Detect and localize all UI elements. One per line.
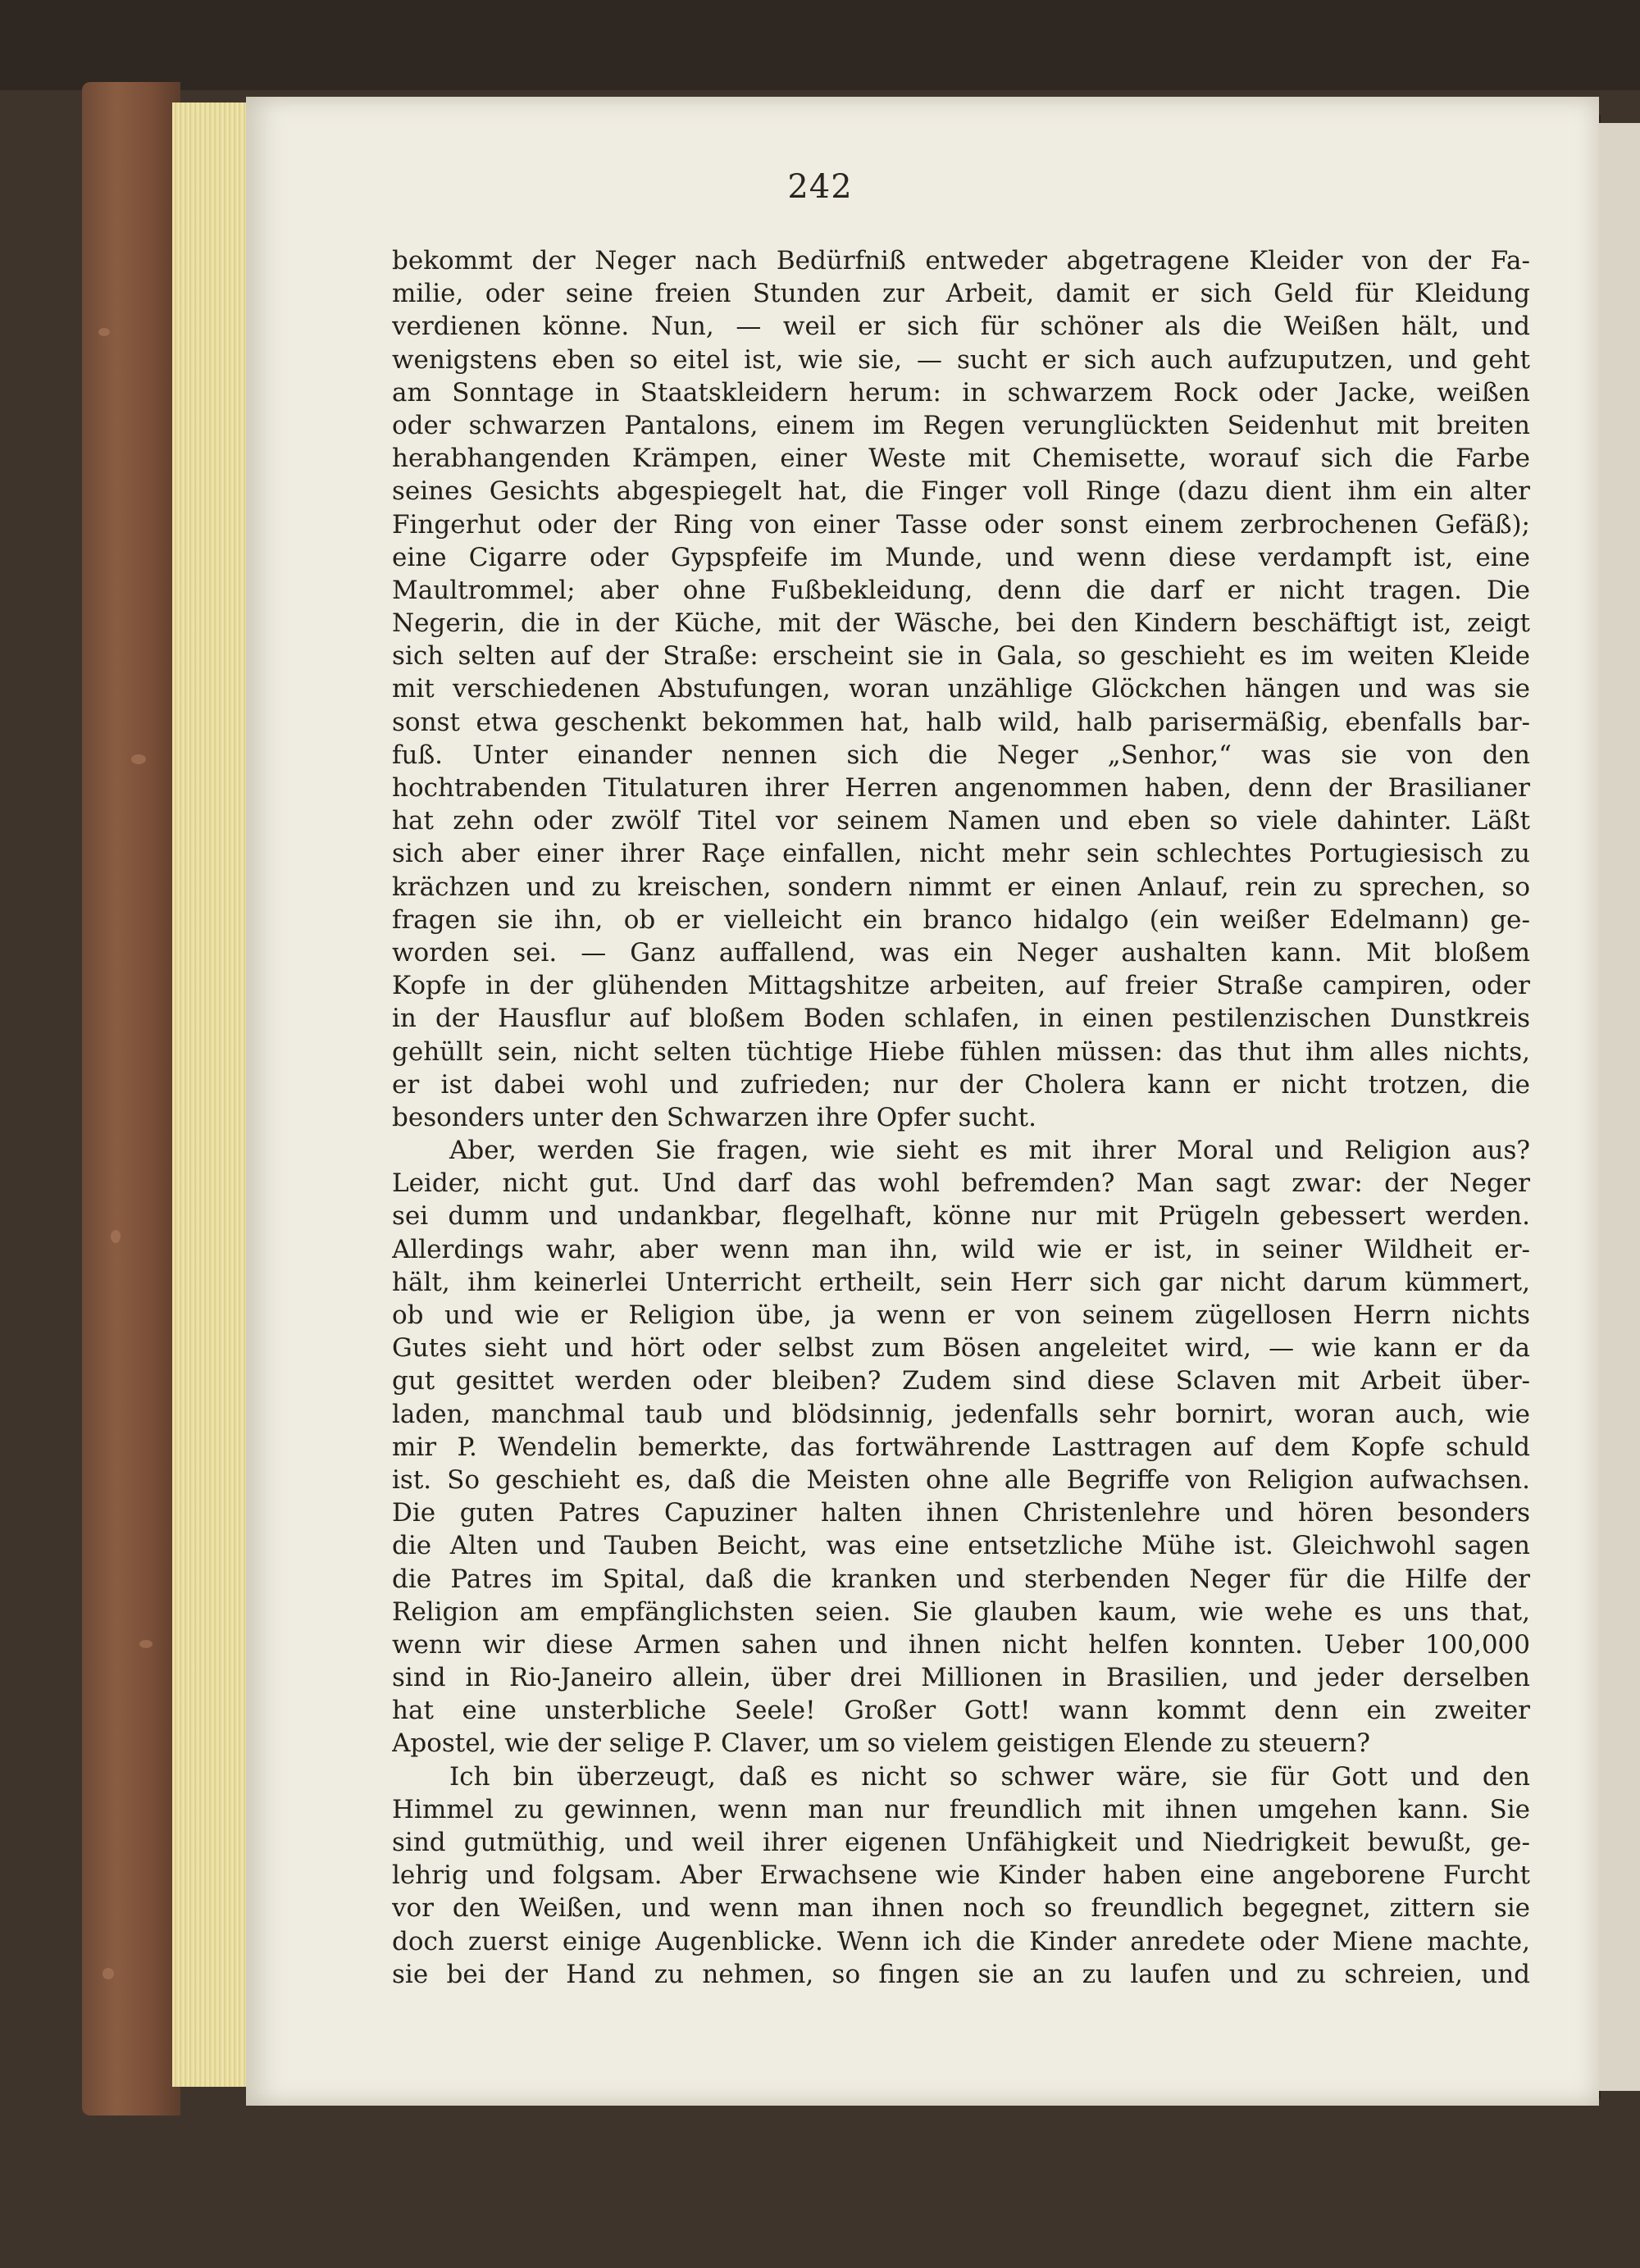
book-cover-edge xyxy=(82,82,180,2115)
text-line: herabhangenden Krämpen, einer Weste mit Chemisette, worauf sich die Farbe xyxy=(392,444,1530,474)
text-line: Allerdings wahr, aber wenn man ihn, wild wie er ist, in seiner Wildheit er- xyxy=(392,1234,1530,1264)
text-line: sonst etwa geschenkt bekommen hat, halb wild, halb parisermäßig, ebenfalls bar- xyxy=(392,707,1530,737)
text-line: sind gutmüthig, und weil ihrer eigenen Unfähigkeit und Niedrigkeit bewußt, ge- xyxy=(392,1828,1530,1857)
text-line: fragen sie ihn, ob er vielleicht ein branco hidalgo (ein weißer Edelmann) ge- xyxy=(392,904,1530,935)
text-line: Religion am empfänglichsten seien. Sie glauben kaum, wie wehe es uns that, xyxy=(392,1596,1530,1627)
text-line: sich aber einer ihrer Raçe einfallen, nicht mehr sein schlechtes Portugiesisch zu xyxy=(392,839,1530,869)
text-line: Fingerhut oder der Ring von einer Tasse oder sonst einem zerbrochenen Gefäß); xyxy=(392,509,1530,540)
text-line: Kopfe in der glühenden Mittagshitze arbeiten, auf freier Straße campiren, oder xyxy=(392,971,1530,1001)
text-line: Ich bin überzeugt, daß es nicht so schwer wäre, sie für Gott und den xyxy=(449,1761,1530,1792)
text-line: wenn wir diese Armen sahen und ihnen nicht helfen konnten. Ueber 100,000 xyxy=(392,1629,1530,1660)
text-line: mit verschiedenen Abstufungen, woran unzählige Glöckchen hängen und was sie xyxy=(392,674,1530,704)
text-line: seines Gesichts abgespiegelt hat, die Finger voll Ringe (dazu dient ihm ein alter xyxy=(392,476,1530,507)
text-line: lehrig und folgsam. Aber Erwachsene wie Kinder haben eine angeborene Furcht xyxy=(392,1860,1530,1891)
text-line: vor den Weißen, und wenn man ihnen noch so freundlich begegnet, zittern sie xyxy=(392,1893,1530,1924)
text-line: verdienen könne. Nun, — weil er sich für schöner als die Weißen hält, und xyxy=(392,312,1530,342)
text-line: sei dumm und undankbar, flegelhaft, könne nur mit Prügeln gebessert werden. xyxy=(392,1201,1530,1232)
page-number: 242 xyxy=(787,168,853,206)
text-line: hat eine unsterbliche Seele! Großer Gott! wann kommt denn ein zweiter xyxy=(392,1696,1530,1726)
text-line: Aber, werden Sie fragen, wie sieht es mit ihrer Moral und Religion aus? xyxy=(449,1136,1530,1166)
text-line: Maultrommel; aber ohne Fußbekleidung, denn die darf er nicht tragen. Die xyxy=(392,575,1530,605)
text-line: eine Cigarre oder Gypspfeife im Munde, und wenn diese verdampft ist, eine xyxy=(392,542,1530,572)
text-line: ob und wie er Religion übe, ja wenn er von seinem zügellosen Herrn nichts xyxy=(392,1300,1530,1330)
text-line: sind in Rio-Janeiro allein, über drei Millionen in Brasilien, und jeder derselben xyxy=(392,1663,1530,1693)
text-line: gut gesittet werden oder bleiben? Zudem sind diese Sclaven mit Arbeit über- xyxy=(392,1366,1530,1396)
text-line: die Alten und Tauben Beicht, was eine entsetzliche Mühe ist. Gleichwohl sagen xyxy=(392,1531,1530,1561)
text-line: Negerin, die in der Küche, mit der Wäsche, bei den Kindern beschäftigt ist, zeigt xyxy=(392,608,1530,639)
text-line: sich selten auf der Straße: erscheint sie in Gala, so geschieht es im weiten Kleide xyxy=(392,641,1530,672)
text-line: hält, ihm keinerlei Unterricht ertheilt, sein Herr sich gar nicht darum kümmert, xyxy=(392,1267,1530,1297)
text-line: die Patres im Spital, daß die kranken und sterbenden Neger für die Hilfe der xyxy=(392,1564,1530,1594)
text-line: ist. So geschieht es, daß die Meisten ohne alle Begriffe von Religion aufwachsen. xyxy=(392,1464,1530,1495)
text-line: sie bei der Hand zu nehmen, so fingen sie an zu laufen und zu schreien, und xyxy=(392,1959,1530,1989)
text-line: fuß. Unter einander nennen sich die Neger „Senhor,“ was sie von den xyxy=(392,740,1530,770)
text-line: laden, manchmal taub und blödsinnig, jedenfalls sehr bornirt, woran auch, wie xyxy=(392,1399,1530,1429)
text-line: bekommt der Neger nach Bedürfniß entweder abgetragene Kleider von der Fa- xyxy=(392,246,1530,276)
text-line: in der Hausflur auf bloßem Boden schlafen, in einen pestilenzischen Dunstkreis xyxy=(392,1004,1530,1034)
text-line: hochtrabenden Titulaturen ihrer Herren angenommen haben, denn der Brasilianer xyxy=(392,773,1530,803)
text-line: gehüllt sein, nicht selten tüchtige Hiebe fühlen müssen: das thut ihm alles nichts, xyxy=(392,1036,1530,1067)
body-text xyxy=(392,244,1530,2024)
text-line: doch zuerst einige Augenblicke. Wenn ich die Kinder anredete oder Miene machte, xyxy=(392,1926,1530,1956)
text-line: worden sei. — Ganz auffallend, was ein Neger aushalten kann. Mit bloßem xyxy=(392,937,1530,968)
text-line: besonders unter den Schwarzen ihre Opfer sucht. xyxy=(392,1102,1036,1132)
text-line: Himmel zu gewinnen, wenn man nur freundlich mit ihnen umgehen kann. Sie xyxy=(392,1794,1530,1824)
page-edges xyxy=(172,102,254,2087)
text-line: krächzen und zu kreischen, sondern nimmt er einen Anlauf, rein zu sprechen, so xyxy=(392,872,1530,902)
text-line: oder schwarzen Pantalons, einem im Regen verunglückten Seidenhut mit breiten xyxy=(392,410,1530,440)
text-line: Apostel, wie der selige P. Claver, um so vielem geistigen Elende zu steuern? xyxy=(392,1728,1371,1759)
text-line: am Sonntage in Staatskleidern herum: in schwarzem Rock oder Jacke, weißen xyxy=(392,377,1530,408)
text-line: milie, oder seine freien Stunden zur Arbeit, damit er sich Geld für Kleidung xyxy=(392,279,1530,309)
text-line: mir P. Wendelin bemerkte, das fortwährende Lasttragen auf dem Kopfe schuld xyxy=(392,1432,1530,1462)
text-line: Leider, nicht gut. Und darf das wohl befremden? Man sagt zwar: der Neger xyxy=(392,1168,1530,1199)
facing-page-edge xyxy=(1599,123,1640,2091)
background-top xyxy=(0,0,1640,90)
text-line: Gutes sieht und hört oder selbst zum Bösen angeleitet wird, — wie kann er da xyxy=(392,1333,1530,1364)
text-line: er ist dabei wohl und zufrieden; nur der Cholera kann er nicht trotzen, die xyxy=(392,1069,1530,1100)
text-line: Die guten Patres Capuziner halten ihnen Christenlehre und hören besonders xyxy=(392,1498,1530,1528)
text-line: hat zehn oder zwölf Titel vor seinem Namen und eben so viele dahinter. Läßt xyxy=(392,806,1530,836)
text-line: wenigstens eben so eitel ist, wie sie, — sucht er sich auch aufzuputzen, und geht xyxy=(392,344,1530,375)
